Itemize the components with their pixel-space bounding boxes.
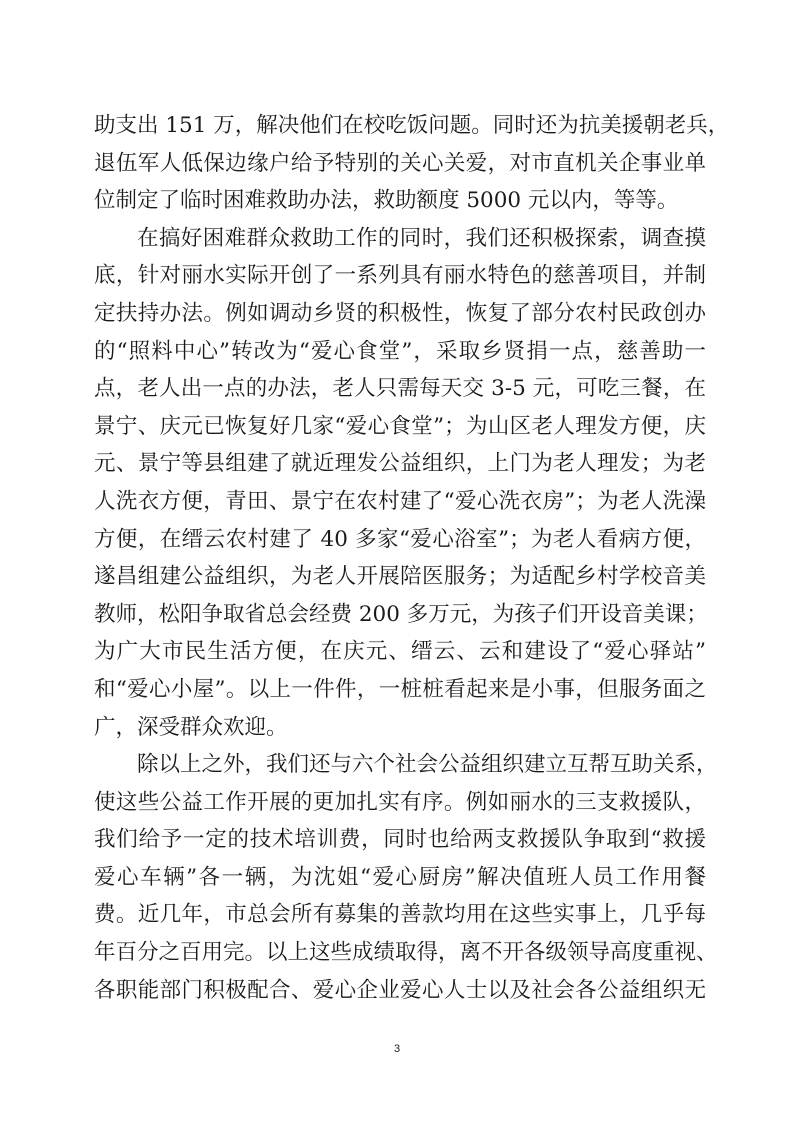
text-line: 使这些公益工作开展的更加扎实有序。例如丽水的三支救援队， (94, 789, 706, 815)
text-line: 教师，松阳争取省总会经费 200 多万元，为孩子们开设音美课； (94, 601, 708, 627)
text-line: 点，老人出一点的办法，老人只需每天交 3-5 元，可吃三餐，在 (94, 376, 706, 402)
text-line: 我们给予一定的技术培训费，同时也给两支救援队争取到“救援 (94, 827, 706, 853)
body-text (94, 107, 730, 1009)
text-line: 的“照料中心”转改为“爱心食堂”，采取乡贤捐一点，慈善助一 (94, 338, 706, 364)
text-line: 景宁、庆元已恢复好几家“爱心食堂”；为山区老人理发方便，庆 (94, 413, 706, 439)
text-line: 费。近几年，市总会所有募集的善款均用在这些实事上，几乎每 (94, 902, 706, 928)
text-line: 爱心车辆”各一辆，为沈姐“爱心厨房”解决值班人员工作用餐 (94, 864, 706, 890)
text-line: 定扶持办法。例如调动乡贤的积极性，恢复了部分农村民政创办 (94, 300, 706, 326)
text-line: 位制定了临时困难救助办法，救助额度 5000 元以内，等等。 (94, 188, 679, 214)
text-line: 年百分之百用完。以上这些成绩取得，离不开各级领导高度重视、 (94, 940, 718, 966)
paragraph-start-line: 除以上之外，我们还与六个社会公益组织建立互帮互助关系， (137, 752, 718, 778)
text-line: 广，深受群众欢迎。 (94, 714, 288, 740)
text-line: 遂昌组建公益组织，为老人开展陪医服务；为适配乡村学校音美 (94, 564, 706, 590)
text-line: 各职能部门积极配合、爱心企业爱心人士以及社会各公益组织无 (94, 977, 706, 1003)
text-line: 元、景宁等县组建了就近理发公益组织，上门为老人理发；为老 (94, 451, 706, 477)
paragraph-start-line: 在搞好困难群众救助工作的同时，我们还积极探索，调查摸 (137, 225, 706, 251)
text-line: 助支出 151 万，解决他们在校吃饭问题。同时还为抗美援朝老兵， (94, 113, 730, 138)
text-line: 人洗衣方便，青田、景宁在农村建了“爱心洗衣房”；为老人洗澡 (94, 488, 706, 514)
text-line: 为广大市民生活方便，在庆元、缙云、云和建设了“爱心驿站” (94, 639, 706, 665)
text-line: 和“爱心小屋”。以上一件件，一桩桩看起来是小事，但服务面之 (94, 676, 706, 702)
page-number: 3 (393, 1043, 401, 1055)
text-line: 底，针对丽水实际开创了一系列具有丽水特色的慈善项目，并制 (94, 263, 706, 289)
text-line: 方便，在缙云农村建了 40 多家“爱心浴室”；为老人看病方便， (94, 526, 706, 552)
text-line: 退伍军人低保边缘户给予特别的关心关爱，对市直机关企事业单 (94, 150, 706, 176)
